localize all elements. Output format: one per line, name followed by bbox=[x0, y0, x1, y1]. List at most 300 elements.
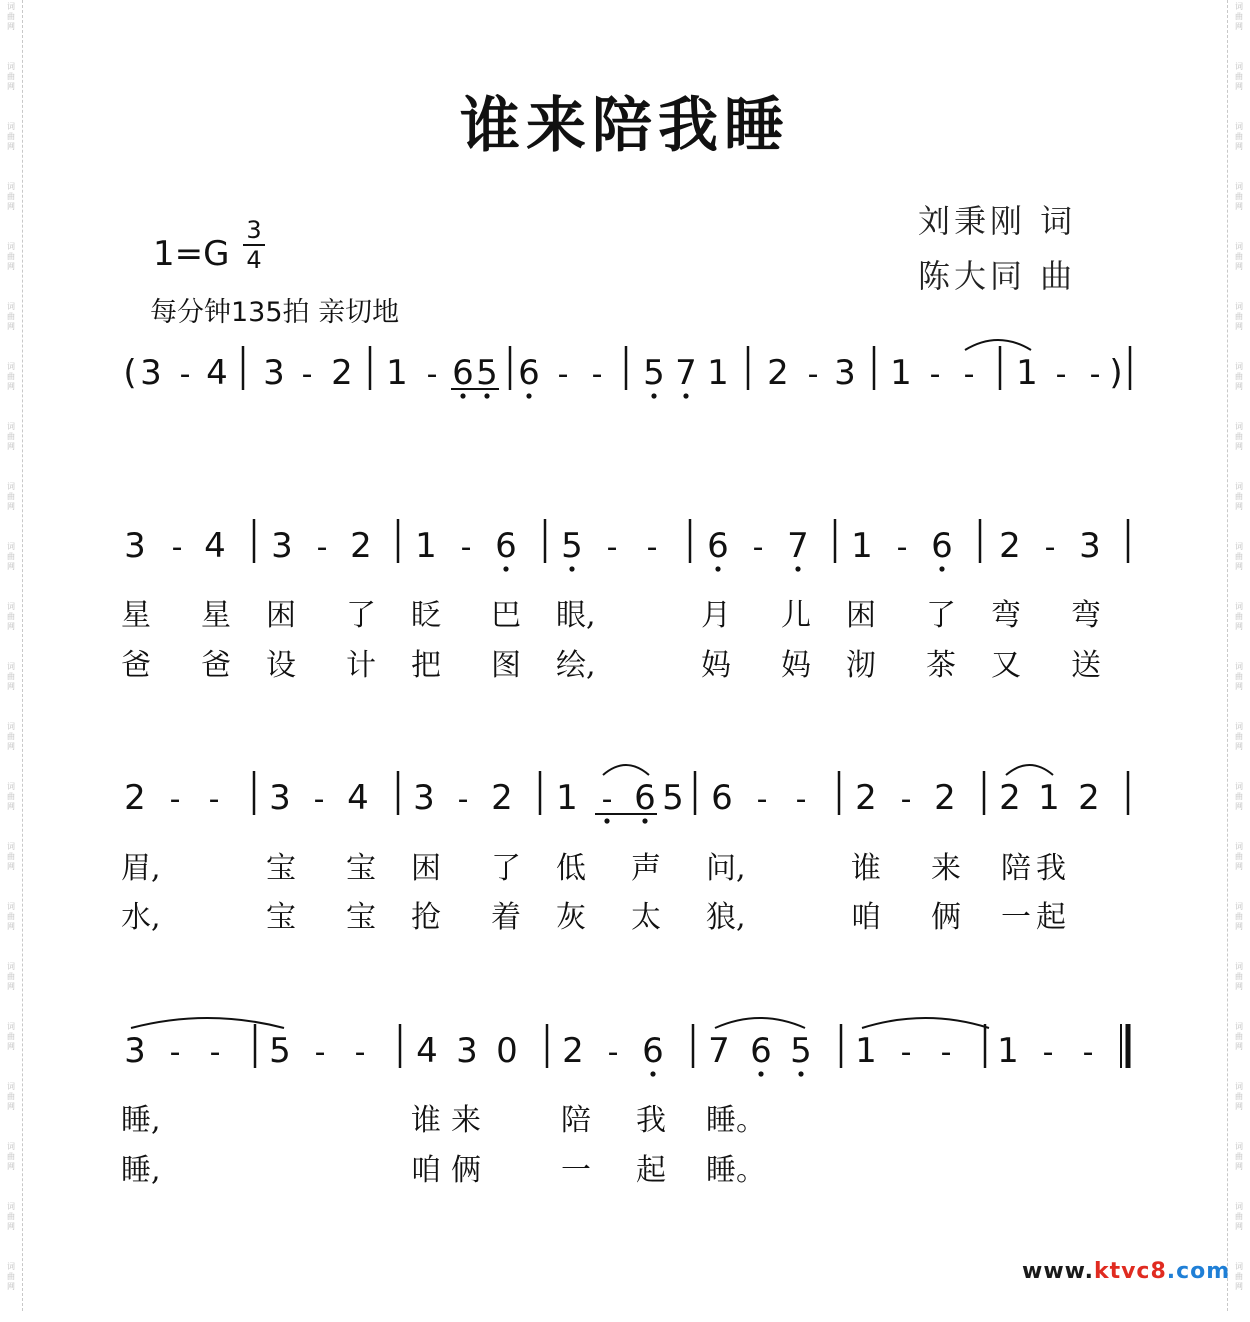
watermark-char: 词 bbox=[7, 842, 15, 851]
time-signature-top: 3 bbox=[246, 216, 262, 244]
watermark-char: 词 bbox=[7, 1262, 15, 1271]
lyric-syllable: 宝 bbox=[266, 900, 296, 935]
watermark-char: 词 bbox=[7, 362, 15, 371]
watermark-char: 网 bbox=[7, 802, 15, 811]
watermark-char: 网 bbox=[1235, 742, 1243, 751]
dash: - bbox=[457, 782, 469, 817]
octave-dot-below bbox=[526, 393, 531, 398]
dash: - bbox=[900, 782, 912, 817]
lyric-syllable: 来 bbox=[931, 851, 961, 886]
watermark-char: 网 bbox=[7, 502, 15, 511]
watermark-char: 曲 bbox=[7, 1272, 15, 1281]
dash: - bbox=[313, 782, 325, 817]
dash: - bbox=[314, 1035, 326, 1070]
lyric-syllable: 我 bbox=[636, 1103, 666, 1138]
note: 5 bbox=[790, 1031, 812, 1071]
watermark-char: 词 bbox=[7, 1202, 15, 1211]
lyric-syllable: 妈 bbox=[781, 648, 811, 683]
paren: ) bbox=[1109, 353, 1123, 393]
lyricist-credit: 刘秉刚 词 bbox=[918, 202, 1077, 240]
note: 4 bbox=[204, 526, 226, 566]
octave-dot-below bbox=[758, 1071, 763, 1076]
watermark-char: 曲 bbox=[7, 12, 15, 21]
lyric-syllable: 谁 bbox=[851, 851, 881, 886]
watermark-char: 词 bbox=[7, 782, 15, 791]
watermark-char: 词 bbox=[1235, 362, 1243, 371]
lyric-syllable: 太 bbox=[631, 900, 661, 935]
lyric-syllable: 绘, bbox=[556, 648, 596, 683]
lyric-syllable: 水, bbox=[121, 900, 161, 935]
watermark-char: 曲 bbox=[7, 552, 15, 561]
watermark-char: 曲 bbox=[1235, 1272, 1243, 1281]
note: 7 bbox=[708, 1031, 730, 1071]
watermark-char: 曲 bbox=[7, 252, 15, 261]
watermark-char: 词 bbox=[7, 902, 15, 911]
dash: - bbox=[963, 357, 975, 392]
note: 4 bbox=[416, 1031, 438, 1071]
watermark-char: 网 bbox=[1235, 682, 1243, 691]
watermark-char: 网 bbox=[7, 862, 15, 871]
watermark-char: 曲 bbox=[7, 1212, 15, 1221]
lyric-syllable: 眉, bbox=[121, 851, 161, 886]
note: 1 bbox=[1016, 353, 1038, 393]
watermark-char: 词 bbox=[7, 1142, 15, 1151]
watermark-char: 曲 bbox=[7, 492, 15, 501]
watermark-char: 曲 bbox=[7, 1032, 15, 1041]
watermark-char: 网 bbox=[7, 682, 15, 691]
lyric-syllable: 把 bbox=[411, 648, 441, 683]
octave-dot-below bbox=[569, 566, 574, 571]
lyric-syllable: 星 bbox=[201, 598, 231, 633]
lyric-syllable: 一 bbox=[1001, 900, 1031, 935]
lyric-syllable: 低 bbox=[556, 851, 586, 886]
dash: - bbox=[1055, 357, 1067, 392]
lyric-syllable: 咱 bbox=[851, 900, 881, 935]
paren: ( bbox=[123, 353, 137, 393]
note: 2 bbox=[562, 1031, 584, 1071]
lyric-syllable: 声 bbox=[631, 851, 661, 886]
dash: - bbox=[426, 357, 438, 392]
watermark-char: 词 bbox=[1235, 1202, 1243, 1211]
watermark-char: 网 bbox=[1235, 802, 1243, 811]
lyric-syllable: 起 bbox=[636, 1153, 666, 1188]
lyric-syllable: 月 bbox=[701, 598, 731, 633]
watermark-char: 词 bbox=[7, 482, 15, 491]
note: 2 bbox=[124, 778, 146, 818]
lyric-syllable: 困 bbox=[846, 598, 876, 633]
watermark-char: 网 bbox=[7, 322, 15, 331]
watermark-char: 词 bbox=[1235, 962, 1243, 971]
watermark-char: 词 bbox=[7, 602, 15, 611]
dash: - bbox=[1044, 530, 1056, 565]
note: 3 bbox=[140, 353, 162, 393]
dash: - bbox=[316, 530, 328, 565]
watermark-char: 网 bbox=[7, 742, 15, 751]
watermark-char: 曲 bbox=[1235, 852, 1243, 861]
note: 6 bbox=[518, 353, 540, 393]
watermark-char: 网 bbox=[1235, 1042, 1243, 1051]
note: 4 bbox=[347, 778, 369, 818]
lyric-syllable: 困 bbox=[266, 598, 296, 633]
lyric-syllable: 俩 bbox=[931, 900, 961, 935]
note: 3 bbox=[1079, 526, 1101, 566]
slur-tie bbox=[603, 765, 649, 775]
dash: - bbox=[209, 1035, 221, 1070]
lyric-syllable: 来 bbox=[451, 1103, 481, 1138]
dash: - bbox=[646, 530, 658, 565]
dash: - bbox=[301, 357, 313, 392]
watermark-char: 网 bbox=[1235, 862, 1243, 871]
watermark-char: 词 bbox=[1235, 2, 1243, 11]
lyric-syllable: 爸 bbox=[201, 648, 231, 683]
watermark-char: 网 bbox=[1235, 922, 1243, 931]
lyric-syllable: 计 bbox=[346, 648, 376, 683]
key-signature: 1=G bbox=[153, 234, 230, 274]
lyric-syllable: 困 bbox=[411, 851, 441, 886]
dash: - bbox=[169, 1035, 181, 1070]
watermark-char: 网 bbox=[7, 922, 15, 931]
watermark-char: 词 bbox=[1235, 902, 1243, 911]
octave-dot-below bbox=[642, 818, 647, 823]
watermark-char: 曲 bbox=[7, 432, 15, 441]
note: 6 bbox=[707, 526, 729, 566]
dash: - bbox=[354, 1035, 366, 1070]
watermark-char: 曲 bbox=[1235, 372, 1243, 381]
watermark-char: 词 bbox=[7, 242, 15, 251]
watermark-char: 曲 bbox=[1235, 912, 1243, 921]
watermark-char: 曲 bbox=[7, 672, 15, 681]
lyric-syllable: 问, bbox=[706, 851, 746, 886]
lyric-syllable: 陪 bbox=[561, 1103, 591, 1138]
watermark-char: 词 bbox=[7, 62, 15, 71]
dash: - bbox=[1089, 357, 1101, 392]
watermark-char: 词 bbox=[1235, 422, 1243, 431]
lyric-syllable: 眨 bbox=[411, 598, 441, 633]
watermark-char: 曲 bbox=[7, 312, 15, 321]
lyric-syllable: 睡。 bbox=[706, 1153, 766, 1188]
watermark-char: 词 bbox=[7, 542, 15, 551]
watermark-char: 词 bbox=[1235, 1082, 1243, 1091]
watermark-char: 网 bbox=[1235, 22, 1243, 31]
dash: - bbox=[606, 530, 618, 565]
watermark-char: 曲 bbox=[1235, 132, 1243, 141]
site-suffix: .com bbox=[1166, 1259, 1231, 1284]
dash: - bbox=[1042, 1035, 1054, 1070]
lyric-syllable: 宝 bbox=[266, 851, 296, 886]
dash: - bbox=[756, 782, 768, 817]
dash: - bbox=[460, 530, 472, 565]
lyric-syllable: 了 bbox=[491, 851, 521, 886]
watermark-char: 网 bbox=[7, 562, 15, 571]
watermark-char: 网 bbox=[7, 1162, 15, 1171]
watermark-char: 曲 bbox=[1235, 972, 1243, 981]
lyric-syllable: 我 bbox=[1036, 851, 1066, 886]
note: 7 bbox=[787, 526, 809, 566]
watermark-char: 曲 bbox=[1235, 612, 1243, 621]
watermark-char: 曲 bbox=[7, 72, 15, 81]
note: 0 bbox=[496, 1031, 518, 1071]
dash: - bbox=[896, 530, 908, 565]
lyric-syllable: 俩 bbox=[451, 1153, 481, 1188]
octave-dot-below bbox=[683, 393, 688, 398]
dash: - bbox=[557, 357, 569, 392]
watermark-char: 网 bbox=[7, 1042, 15, 1051]
watermark-char: 词 bbox=[7, 422, 15, 431]
note: 2 bbox=[767, 353, 789, 393]
watermark-char: 词 bbox=[1235, 722, 1243, 731]
note: 3 bbox=[124, 1031, 146, 1071]
note: 3 bbox=[269, 778, 291, 818]
note: 7 bbox=[675, 353, 697, 393]
watermark-char: 词 bbox=[1235, 482, 1243, 491]
watermark-char: 词 bbox=[1235, 182, 1243, 191]
lyric-syllable: 设 bbox=[266, 648, 296, 683]
octave-dot-below bbox=[484, 393, 489, 398]
note: 6 bbox=[711, 778, 733, 818]
octave-dot-below bbox=[604, 818, 609, 823]
note: 2 bbox=[331, 353, 353, 393]
octave-dot-below bbox=[939, 566, 944, 571]
watermark-char: 词 bbox=[7, 302, 15, 311]
lyric-syllable: 起 bbox=[1036, 900, 1066, 935]
watermark-char: 网 bbox=[7, 22, 15, 31]
watermark-char: 曲 bbox=[1235, 732, 1243, 741]
site-name: ktvc8 bbox=[1093, 1259, 1167, 1284]
lyric-syllable: 巴 bbox=[491, 598, 521, 633]
watermark-char: 词 bbox=[1235, 842, 1243, 851]
note: 3 bbox=[413, 778, 435, 818]
octave-dot-below bbox=[715, 566, 720, 571]
watermark-char: 词 bbox=[7, 962, 15, 971]
watermark-char: 曲 bbox=[1235, 12, 1243, 21]
dash: - bbox=[900, 1035, 912, 1070]
watermark-char: 词 bbox=[1235, 1262, 1243, 1271]
slur-tie bbox=[715, 1018, 805, 1028]
octave-dot-below bbox=[503, 566, 508, 571]
note: 1 bbox=[890, 353, 912, 393]
dash: - bbox=[795, 782, 807, 817]
lyric-syllable: 茶 bbox=[926, 648, 956, 683]
lyric-syllable: 眼, bbox=[556, 598, 596, 633]
octave-dot-below bbox=[651, 393, 656, 398]
lyric-syllable: 谁 bbox=[411, 1103, 441, 1138]
note: 3 bbox=[456, 1031, 478, 1071]
watermark-char: 曲 bbox=[1235, 792, 1243, 801]
lyric-syllable: 图 bbox=[491, 648, 521, 683]
dash: - bbox=[940, 1035, 952, 1070]
dash: - bbox=[752, 530, 764, 565]
watermark-char: 词 bbox=[7, 2, 15, 11]
note: 3 bbox=[263, 353, 285, 393]
watermark-char: 曲 bbox=[7, 852, 15, 861]
watermark-char: 曲 bbox=[1235, 672, 1243, 681]
lyric-syllable: 咱 bbox=[411, 1153, 441, 1188]
watermark-char: 词 bbox=[7, 662, 15, 671]
watermark-char: 曲 bbox=[1235, 1092, 1243, 1101]
lyric-syllable: 弯 bbox=[991, 598, 1021, 633]
watermark-char: 网 bbox=[7, 622, 15, 631]
watermark-char: 词 bbox=[1235, 602, 1243, 611]
watermark-char: 网 bbox=[7, 262, 15, 271]
dash: - bbox=[169, 782, 181, 817]
watermark-char: 曲 bbox=[7, 612, 15, 621]
watermark-char: 网 bbox=[1235, 322, 1243, 331]
watermark-char: 曲 bbox=[7, 1092, 15, 1101]
watermark-char: 网 bbox=[7, 442, 15, 451]
watermark-char: 曲 bbox=[1235, 252, 1243, 261]
watermark-char: 网 bbox=[1235, 202, 1243, 211]
watermark-char: 曲 bbox=[7, 1152, 15, 1161]
note: 2 bbox=[491, 778, 513, 818]
note: 3 bbox=[271, 526, 293, 566]
note: 6 bbox=[634, 778, 656, 818]
watermark-char: 词 bbox=[1235, 662, 1243, 671]
watermark-char: 词 bbox=[1235, 62, 1243, 71]
dash: - bbox=[591, 357, 603, 392]
lyric-syllable: 一 bbox=[561, 1153, 591, 1188]
slur-tie bbox=[862, 1018, 989, 1028]
dash: - bbox=[807, 357, 819, 392]
watermark-char: 词 bbox=[7, 1082, 15, 1091]
watermark-char: 曲 bbox=[1235, 1212, 1243, 1221]
slur-tie bbox=[1006, 765, 1053, 775]
lyric-syllable: 妈 bbox=[701, 648, 731, 683]
note: 1 bbox=[997, 1031, 1019, 1071]
watermark-char: 网 bbox=[1235, 562, 1243, 571]
lyric-syllable: 抢 bbox=[411, 900, 441, 935]
lyric-syllable: 睡, bbox=[121, 1103, 161, 1138]
octave-dot-below bbox=[795, 566, 800, 571]
watermark-char: 网 bbox=[1235, 1102, 1243, 1111]
watermark-char: 网 bbox=[1235, 442, 1243, 451]
watermark-char: 词 bbox=[1235, 1022, 1243, 1031]
lyric-syllable: 又 bbox=[991, 648, 1021, 683]
note: 6 bbox=[750, 1031, 772, 1071]
watermark-char: 词 bbox=[7, 722, 15, 731]
watermark-char: 曲 bbox=[1235, 492, 1243, 501]
note: 3 bbox=[124, 526, 146, 566]
lyric-syllable: 了 bbox=[926, 598, 956, 633]
watermark-char: 曲 bbox=[7, 372, 15, 381]
lyric-syllable: 弯 bbox=[1071, 598, 1101, 633]
site-prefix: www. bbox=[1022, 1259, 1094, 1284]
watermark-char: 词 bbox=[1235, 1142, 1243, 1151]
note: 5 bbox=[662, 778, 684, 818]
lyric-syllable: 狼, bbox=[706, 900, 746, 935]
watermark-char: 网 bbox=[7, 1222, 15, 1231]
watermark-char: 词 bbox=[1235, 242, 1243, 251]
note: 2 bbox=[934, 778, 956, 818]
composer-credit: 陈大同 曲 bbox=[918, 257, 1077, 295]
watermark-char: 网 bbox=[1235, 502, 1243, 511]
octave-dot-below bbox=[798, 1071, 803, 1076]
lyric-syllable: 灰 bbox=[556, 900, 586, 935]
slur-tie bbox=[965, 340, 1031, 350]
watermark-char: 曲 bbox=[7, 132, 15, 141]
dash: - bbox=[208, 782, 220, 817]
watermark-char: 网 bbox=[1235, 982, 1243, 991]
watermark-char: 曲 bbox=[7, 192, 15, 201]
watermark-char: 曲 bbox=[1235, 1032, 1243, 1041]
note: 3 bbox=[834, 353, 856, 393]
watermark-char: 曲 bbox=[7, 912, 15, 921]
lyric-syllable: 爸 bbox=[121, 648, 151, 683]
note: 2 bbox=[1078, 778, 1100, 818]
lyric-syllable: 睡, bbox=[121, 1153, 161, 1188]
note: 1 bbox=[1038, 778, 1060, 818]
lyric-syllable: 沏 bbox=[846, 648, 876, 683]
watermark-char: 网 bbox=[1235, 262, 1243, 271]
song-title: 谁来陪我睡 bbox=[460, 91, 790, 161]
watermark-char: 网 bbox=[7, 1282, 15, 1291]
octave-dot-below bbox=[460, 393, 465, 398]
watermark-char: 词 bbox=[1235, 542, 1243, 551]
watermark-char: 网 bbox=[7, 202, 15, 211]
watermark-char: 网 bbox=[7, 82, 15, 91]
lyric-syllable: 星 bbox=[121, 598, 151, 633]
note: 1 bbox=[851, 526, 873, 566]
dash: - bbox=[929, 357, 941, 392]
note: 1 bbox=[556, 778, 578, 818]
watermark-char: 曲 bbox=[1235, 432, 1243, 441]
watermark-char: 曲 bbox=[1235, 72, 1243, 81]
slur-tie bbox=[131, 1018, 284, 1028]
watermark-char: 曲 bbox=[7, 792, 15, 801]
dash: - bbox=[171, 530, 183, 565]
note: 2 bbox=[855, 778, 877, 818]
note: 2 bbox=[999, 778, 1021, 818]
watermark-char: 网 bbox=[7, 142, 15, 151]
octave-dot-below bbox=[650, 1071, 655, 1076]
note: 1 bbox=[707, 353, 729, 393]
note: 1 bbox=[855, 1031, 877, 1071]
watermark-char: 网 bbox=[7, 382, 15, 391]
lyric-syllable: 宝 bbox=[346, 900, 376, 935]
note: 5 bbox=[269, 1031, 291, 1071]
note: 5 bbox=[643, 353, 665, 393]
watermark-char: 网 bbox=[1235, 82, 1243, 91]
note: 6 bbox=[931, 526, 953, 566]
watermark-char: 曲 bbox=[7, 972, 15, 981]
watermark-char: 词 bbox=[1235, 302, 1243, 311]
dash: - bbox=[601, 782, 613, 817]
lyric-syllable: 了 bbox=[346, 598, 376, 633]
watermark-char: 网 bbox=[7, 982, 15, 991]
watermark-char: 网 bbox=[7, 1102, 15, 1111]
time-signature-bottom: 4 bbox=[246, 246, 262, 274]
watermark-char: 网 bbox=[1235, 1222, 1243, 1231]
watermark-char: 曲 bbox=[1235, 192, 1243, 201]
note: 6 bbox=[642, 1031, 664, 1071]
note: 1 bbox=[415, 526, 437, 566]
note: 2 bbox=[350, 526, 372, 566]
lyric-syllable: 送 bbox=[1071, 648, 1101, 683]
watermark-char: 网 bbox=[1235, 622, 1243, 631]
watermark-char: 词 bbox=[1235, 122, 1243, 131]
note: 6 bbox=[452, 353, 474, 393]
watermark-char: 词 bbox=[7, 182, 15, 191]
note: 2 bbox=[999, 526, 1021, 566]
watermark-char: 曲 bbox=[1235, 312, 1243, 321]
dash: - bbox=[1082, 1035, 1094, 1070]
watermark-char: 曲 bbox=[1235, 552, 1243, 561]
watermark-char: 网 bbox=[1235, 382, 1243, 391]
lyric-syllable: 陪 bbox=[1001, 851, 1031, 886]
note: 5 bbox=[561, 526, 583, 566]
watermark-char: 曲 bbox=[7, 732, 15, 741]
watermark-char: 词 bbox=[1235, 782, 1243, 791]
note: 1 bbox=[386, 353, 408, 393]
